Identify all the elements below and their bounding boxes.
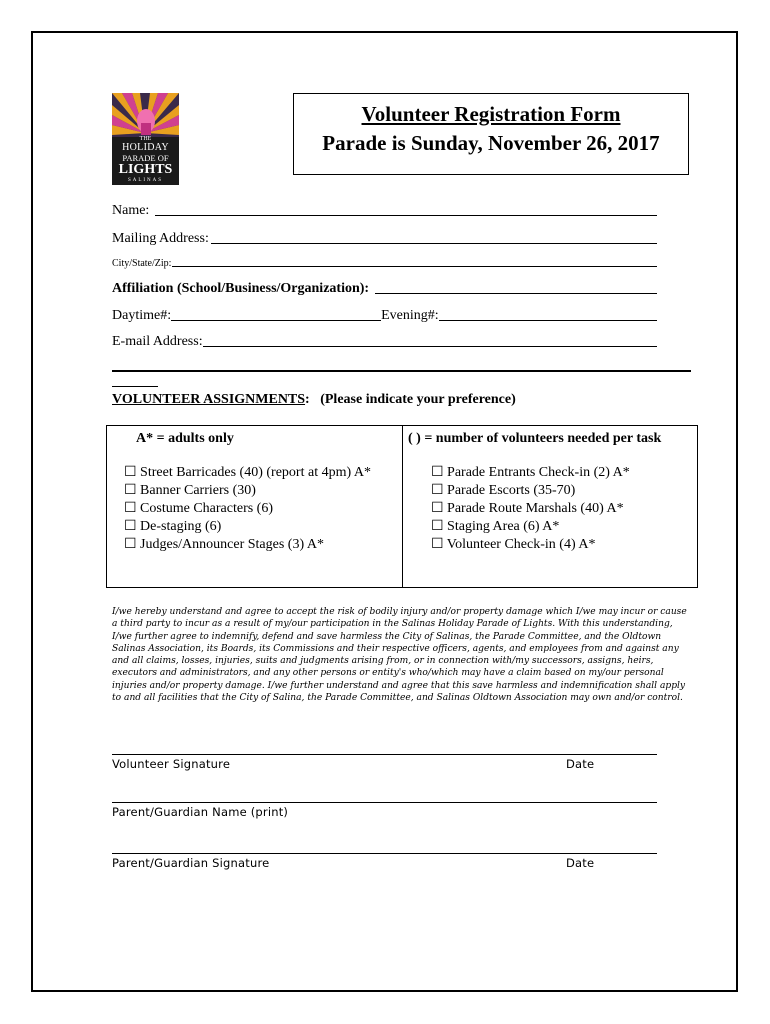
task-checkbox[interactable]: ☐ Parade Route Marshals (40) A* (431, 501, 624, 516)
task-checkbox[interactable]: ☐ Volunteer Check-in (4) A* (431, 537, 596, 552)
guardian-signature-label: Parent/Guardian Signature (112, 856, 270, 870)
city-line[interactable] (172, 265, 657, 267)
assignments-table (106, 425, 698, 588)
parade-date: Parade is Sunday, November 26, 2017 (322, 131, 660, 155)
name-field[interactable] (112, 203, 657, 219)
task-checkbox[interactable]: ☐ Street Barricades (40) (report at 4pm) A* (124, 465, 371, 480)
logo-text-parade: PARADE OF (122, 153, 169, 163)
affiliation-line[interactable] (375, 292, 657, 294)
assignments-note: (Please indicate your preference) (320, 392, 516, 407)
liability-waiver: I/we hereby understand and agree to accept the risk of bodily injury and/or property damage which I/we may incur or cause a third party to incur as a result of my/our participation in the Salinas Holiday Parade of Lights. With this understanding, I/we further agree to indemnify, defend and save harmless the City of Salinas, the Parade Committee, and the Oldtown Salinas Association, its Boards, its Commissions and their respective officers, agents, and employees from and against any and all claims, losses, injuries, suits and judgments arising from, or in connection with/my successors, assigns, heirs, executors and administrators, and any other persons or entity's who/which may have a claim based on my/our personal injuries and/or property damage. I/we further understand and agree that this save harmless and indemnification shall apply to and all facilities that the City of Salina, the Parade Committee, and Salinas Oldtown Association may own and/or control. (112, 607, 687, 704)
city-field[interactable] (112, 258, 657, 269)
phone-fields (112, 308, 657, 324)
volunteer-signature-label: Volunteer Signature (112, 757, 231, 771)
volunteer-signature-line[interactable] (112, 754, 657, 755)
mailing-label: Mailing Address: (112, 231, 209, 246)
logo-text-lights: LIGHTS (118, 162, 173, 177)
guardian-date-label: Date (566, 856, 595, 870)
task-checkbox[interactable]: ☐ Costume Characters (6) (124, 501, 274, 516)
daytime-label: Daytime#: (112, 308, 172, 323)
task-checkbox[interactable]: ☐ Staging Area (6) A* (431, 519, 560, 534)
logo-text-holiday: HOLIDAY (122, 142, 169, 153)
evening-line[interactable] (439, 319, 657, 321)
daytime-line[interactable] (171, 319, 381, 321)
email-line[interactable] (203, 345, 657, 347)
assignments-heading (112, 392, 516, 408)
name-label: Name: (112, 203, 150, 218)
form-title: Volunteer Registration Form (361, 102, 621, 126)
section-divider (112, 370, 691, 372)
task-checkbox[interactable]: ☐ Judges/Announcer Stages (3) A* (124, 537, 324, 552)
name-line[interactable] (155, 214, 657, 216)
guardian-name-line[interactable] (112, 802, 657, 803)
volunteer-date-label: Date (566, 757, 595, 771)
task-checkbox[interactable]: ☐ De-staging (6) (124, 519, 222, 534)
short-line (112, 386, 158, 387)
assignments-title: VOLUNTEER ASSIGNMENTS (112, 392, 306, 407)
mailing-field[interactable] (112, 231, 657, 247)
email-label: E-mail Address: (112, 334, 203, 349)
email-field[interactable] (112, 334, 657, 350)
mailing-line[interactable] (211, 242, 657, 244)
evening-label: Evening#: (381, 308, 439, 323)
guardian-signature-line[interactable] (112, 853, 657, 854)
task-checkbox[interactable]: ☐ Parade Entrants Check-in (2) A* (431, 465, 630, 480)
parade-logo (112, 93, 179, 185)
city-label: City/State/Zip: (112, 258, 172, 269)
affiliation-field[interactable] (112, 281, 657, 297)
task-checkbox[interactable]: ☐ Parade Escorts (35-70) (431, 483, 576, 498)
left-task-list (124, 464, 371, 554)
assignments-colon: : (305, 392, 310, 407)
affiliation-label: Affiliation (School/Business/Organization): (112, 281, 370, 296)
title-box (293, 93, 689, 175)
right-column-header: ( ) = number of volunteers needed per task (408, 431, 662, 446)
logo-text-salinas: SALINAS (127, 178, 164, 183)
right-task-list (431, 464, 630, 554)
logo-text-the: THE (139, 136, 152, 142)
guardian-name-label: Parent/Guardian Name (print) (112, 805, 289, 819)
table-divider (402, 426, 403, 587)
left-column-header: A* = adults only (136, 431, 234, 446)
task-checkbox[interactable]: ☐ Banner Carriers (30) (124, 483, 256, 498)
